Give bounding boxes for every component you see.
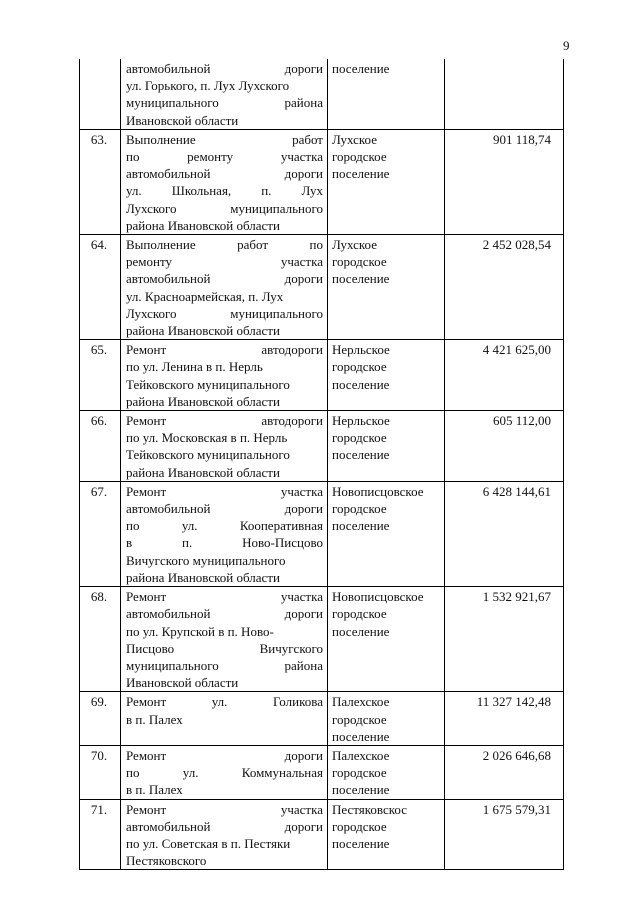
- work-name: [121, 411, 328, 482]
- work-name: [121, 481, 328, 586]
- table-row: [80, 745, 564, 799]
- work-name-line: Ремонт участка: [126, 589, 323, 605]
- work-name: [121, 799, 328, 870]
- amount: 1 675 579,31: [445, 799, 564, 870]
- work-name: [121, 587, 328, 692]
- work-name-line: по ремонту участка: [126, 149, 323, 165]
- work-name-line: Выполнение работ: [126, 131, 323, 147]
- work-name-line: Ремонт дороги: [126, 747, 323, 763]
- page-number: 9: [563, 38, 570, 53]
- amount: 11 327 142,48: [445, 692, 564, 746]
- work-name-line: в п. Ново-Писцово: [126, 535, 323, 551]
- work-name-line: в п. Палех: [126, 782, 183, 798]
- amount: 1 532 921,67: [445, 587, 564, 692]
- amount: 6 428 144,61: [445, 481, 564, 586]
- table-row: [80, 129, 564, 234]
- work-name-line: Ремонт автодороги: [126, 413, 323, 429]
- work-name-line: автомобильной дороги: [126, 61, 323, 76]
- work-name-line: Ивановской области: [126, 675, 239, 691]
- table-row: [80, 587, 564, 692]
- settlement: Лухское городское поселение: [328, 235, 445, 340]
- work-name-line: в п. Палех: [126, 711, 183, 727]
- work-name-line: по ул. Кооперативная: [126, 518, 323, 534]
- work-name-line: Тейковского муниципального: [126, 376, 290, 392]
- work-name-line: по ул. Коммунальная: [126, 765, 323, 781]
- work-name-line: автомобильной дороги: [126, 501, 323, 517]
- row-number: [80, 59, 121, 129]
- row-number: 65.: [80, 340, 121, 411]
- work-name-line: ул. Горького, п. Лух Лухского: [126, 78, 290, 94]
- work-name-line: района Ивановской области: [126, 393, 280, 409]
- table-row: [80, 235, 564, 340]
- settlement: Новописцовское городское поселение: [328, 481, 445, 586]
- row-number: 66.: [80, 411, 121, 482]
- row-number: 64.: [80, 235, 121, 340]
- settlement: Новописцовское городское поселение: [328, 587, 445, 692]
- settlement: Нерльское городское поселение: [328, 340, 445, 411]
- work-name: [121, 340, 328, 411]
- work-name: [121, 692, 328, 746]
- work-name: [121, 59, 328, 129]
- settlement: поселение: [328, 59, 445, 129]
- settlement: Лухское городское поселение: [328, 129, 445, 234]
- work-name-line: Пестяковского: [126, 853, 207, 869]
- table-row: [80, 692, 564, 746]
- row-number: 68.: [80, 587, 121, 692]
- work-name-line: по ул. Московская в п. Нерль: [126, 430, 288, 446]
- table-row: [80, 340, 564, 411]
- row-number: 70.: [80, 745, 121, 799]
- work-name-line: района Ивановской области: [126, 217, 280, 233]
- work-name-line: района Ивановской области: [126, 569, 280, 585]
- settlement: Палехское городское поселение: [328, 745, 445, 799]
- row-number: 63.: [80, 129, 121, 234]
- work-name-line: автомобильной дороги: [126, 271, 323, 287]
- amount: 901 118,74: [445, 129, 564, 234]
- work-name-line: автомобильной дороги: [126, 606, 323, 622]
- work-name-line: района Ивановской области: [126, 464, 280, 480]
- work-name-line: Ремонт участка: [126, 483, 323, 499]
- work-name-line: Ремонт ул. Голикова: [126, 694, 323, 710]
- work-name: [121, 235, 328, 340]
- row-number: 67.: [80, 481, 121, 586]
- work-name-line: района Ивановской области: [126, 323, 280, 339]
- table-row: [80, 59, 564, 129]
- row-number: 71.: [80, 799, 121, 870]
- works-table-body: [80, 59, 564, 870]
- work-name-line: ремонту участка: [126, 254, 323, 270]
- work-name-line: Ремонт автодороги: [126, 342, 323, 358]
- settlement: Палехское городское поселение: [328, 692, 445, 746]
- work-name-line: муниципального района: [126, 95, 323, 111]
- work-name: [121, 129, 328, 234]
- works-table: [79, 59, 564, 870]
- work-name-line: Ремонт участка: [126, 801, 323, 817]
- work-name-line: Лухского муниципального: [126, 200, 323, 216]
- settlement: Нерльское городское поселение: [328, 411, 445, 482]
- work-name-line: Вичугского муниципального: [126, 552, 286, 568]
- work-name-line: по ул. Советская в п. Пестяки: [126, 835, 291, 851]
- amount: 4 421 625,00: [445, 340, 564, 411]
- amount: 605 112,00: [445, 411, 564, 482]
- work-name-line: Выполнение работ по: [126, 237, 323, 253]
- work-name-line: Ивановской области: [126, 112, 239, 128]
- work-name-line: автомобильной дороги: [126, 818, 323, 834]
- amount: 2 452 028,54: [445, 235, 564, 340]
- work-name-line: ул. Школьная, п. Лух: [126, 183, 323, 199]
- row-number: 69.: [80, 692, 121, 746]
- work-name: [121, 745, 328, 799]
- work-name-line: по ул. Ленина в п. Нерль: [126, 359, 263, 375]
- work-name-line: автомобильной дороги: [126, 166, 323, 182]
- table-row: [80, 411, 564, 482]
- work-name-line: Тейковского муниципального: [126, 447, 290, 463]
- table-row: [80, 481, 564, 586]
- work-name-line: Лухского муниципального: [126, 305, 323, 321]
- work-name-line: ул. Красноармейская, п. Лух: [126, 288, 284, 304]
- work-name-line: Писцово Вичугского: [126, 640, 323, 656]
- work-name-line: муниципального района: [126, 657, 323, 673]
- amount: 2 026 646,68: [445, 745, 564, 799]
- amount: [445, 59, 564, 129]
- settlement: Пестяковскос городское поселение: [328, 799, 445, 870]
- table-row: [80, 799, 564, 870]
- work-name-line: по ул. Крупской в п. Ново-: [126, 623, 274, 639]
